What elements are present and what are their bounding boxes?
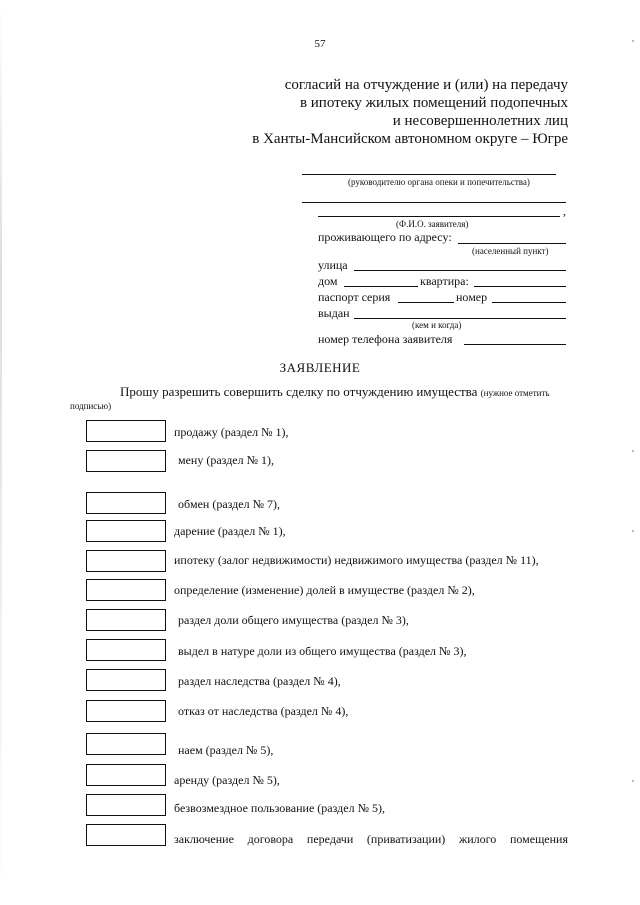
option-privatization-word: договора bbox=[247, 832, 294, 846]
option-share-allocation: выдел в натуре доли из общего имущества (раздел № 3), bbox=[178, 644, 467, 658]
checkbox-lease[interactable] bbox=[86, 764, 166, 786]
title-line-3: и несовершеннолетних лиц bbox=[392, 113, 568, 129]
phone-line[interactable] bbox=[464, 344, 566, 345]
title-line-4: в Ханты-Мансийском автономном округе – Югре bbox=[252, 131, 568, 147]
option-barter: мену (раздел № 1), bbox=[178, 453, 275, 467]
issued-label: выдан bbox=[318, 306, 350, 320]
title-line-2: в ипотеку жилых помещений подопечных bbox=[299, 95, 568, 111]
title-line-1: согласий на отчуждение и (или) на передачу bbox=[284, 77, 568, 93]
recipient-caption: (руководителю органа опеки и попечительства) bbox=[348, 177, 530, 187]
passport-number-line[interactable] bbox=[492, 302, 566, 303]
checkbox-share-division[interactable] bbox=[86, 609, 166, 631]
scan-artifact bbox=[632, 40, 634, 42]
intro-note-continued: подписью) bbox=[70, 401, 112, 411]
option-privatization-word: жилого bbox=[458, 832, 497, 846]
passport-number-label: номер bbox=[456, 290, 488, 304]
checkbox-exchange[interactable] bbox=[86, 492, 166, 514]
option-privatization-word: передачи bbox=[306, 832, 354, 846]
passport-series-label: паспорт серия bbox=[318, 290, 391, 304]
intro-text bbox=[120, 384, 550, 400]
checkbox-hire[interactable] bbox=[86, 733, 166, 755]
issued-line[interactable] bbox=[354, 318, 566, 319]
scan-artifact bbox=[632, 530, 634, 532]
scan-artifact bbox=[632, 780, 634, 782]
option-gift: дарение (раздел № 1), bbox=[174, 524, 286, 538]
checkbox-mortgage[interactable] bbox=[86, 550, 166, 572]
intro-note: (нужное отметить bbox=[480, 388, 550, 398]
option-mortgage: ипотеку (залог недвижимости) недвижимого имущества (раздел № 11), bbox=[174, 553, 539, 567]
checkbox-inheritance-refusal[interactable] bbox=[86, 700, 166, 722]
issued-caption: (кем и когда) bbox=[412, 320, 462, 330]
option-privatization bbox=[174, 832, 568, 847]
settlement-caption: (населенный пункт) bbox=[472, 246, 549, 256]
applicant-line-1[interactable] bbox=[302, 202, 566, 203]
option-privatization-word: заключение bbox=[174, 832, 234, 846]
option-inheritance-refusal: отказ от наследства (раздел № 4), bbox=[178, 704, 349, 718]
document-heading: ЗАЯВЛЕНИЕ bbox=[279, 360, 361, 375]
option-hire: наем (раздел № 5), bbox=[178, 743, 274, 757]
recipient-line[interactable] bbox=[302, 174, 556, 175]
street-label: улица bbox=[318, 258, 348, 272]
scan-artifact bbox=[632, 450, 634, 452]
option-share-definition: определение (изменение) долей в имуществе (раздел № 2), bbox=[174, 583, 475, 597]
apartment-label: квартира: bbox=[420, 274, 469, 288]
applicant-line-2[interactable] bbox=[318, 216, 560, 217]
option-free-use: безвозмездное пользование (раздел № 5), bbox=[174, 801, 386, 815]
option-privatization-word: помещения bbox=[509, 832, 568, 846]
house-line[interactable] bbox=[344, 286, 418, 287]
checkbox-free-use[interactable] bbox=[86, 794, 166, 816]
checkbox-inheritance-division[interactable] bbox=[86, 669, 166, 691]
checkbox-sale[interactable] bbox=[86, 420, 166, 442]
option-lease: аренду (раздел № 5), bbox=[174, 773, 280, 787]
checkbox-share-definition[interactable] bbox=[86, 579, 166, 601]
checkbox-privatization[interactable] bbox=[86, 824, 166, 846]
checkbox-gift[interactable] bbox=[86, 520, 166, 542]
option-inheritance-division: раздел наследства (раздел № 4), bbox=[178, 674, 341, 688]
page-number: 57 bbox=[314, 38, 326, 50]
intro-main: Прошу разрешить совершить сделку по отчуждению имущества bbox=[120, 384, 478, 399]
option-sale: продажу (раздел № 1), bbox=[174, 425, 289, 439]
checkbox-barter[interactable] bbox=[86, 450, 166, 472]
house-label: дом bbox=[318, 274, 338, 288]
option-share-division: раздел доли общего имущества (раздел № 3), bbox=[178, 613, 409, 627]
scan-edge bbox=[0, 0, 2, 905]
option-privatization-word: (приватизации) bbox=[366, 832, 446, 846]
address-line[interactable] bbox=[458, 243, 566, 244]
apartment-line[interactable] bbox=[474, 286, 566, 287]
applicant-comma: , bbox=[563, 204, 566, 218]
address-label: проживающего по адресу: bbox=[318, 230, 452, 244]
passport-series-line[interactable] bbox=[398, 302, 454, 303]
fio-caption: (Ф.И.О. заявителя) bbox=[396, 219, 469, 229]
phone-label: номер телефона заявителя bbox=[318, 332, 453, 346]
checkbox-share-allocation[interactable] bbox=[86, 639, 166, 661]
option-exchange: обмен (раздел № 7), bbox=[178, 497, 281, 511]
street-line[interactable] bbox=[354, 270, 566, 271]
